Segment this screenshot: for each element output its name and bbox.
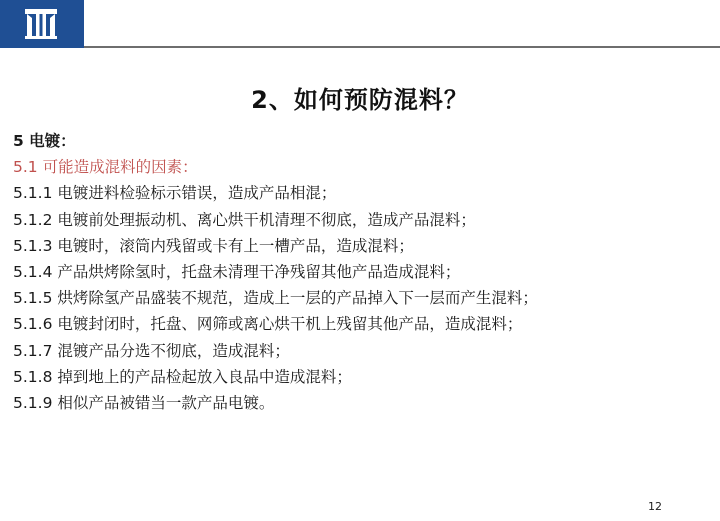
list-item: 5.1.1 电镀进料检验标示错误，造成产品相混； [13,184,337,203]
list-item: 5.1.6 电镀封闭时，托盘、网筛或离心烘干机上残留其他产品，造成混料； [13,315,523,334]
list-item: 5.1.3 电镀时，滚筒内残留或卡有上一槽产品，造成混料； [13,236,414,255]
header-divider [84,46,720,48]
logo-box [0,0,84,48]
building-columns-logo-icon [24,8,58,40]
section-heading: 5 电镀： [13,132,76,150]
page-number: 12 [648,500,662,513]
subsection-heading: 5.1 可能造成混料的因素： [13,158,198,177]
list-item: 5.1.8 掉到地上的产品检起放入良品中造成混料； [13,367,352,386]
list-item: 5.1.2 电镀前处理振动机、离心烘干机清理不彻底，造成产品混料； [13,210,476,229]
slide-title: 2、如何预防混料？ [251,86,469,114]
list-item: 5.1.7 混镀产品分选不彻底，造成混料； [13,341,290,360]
list-item: 5.1.5 烘烤除氢产品盛装不规范，造成上一层的产品掉入下一层而产生混料； [13,289,538,308]
list-item: 5.1.9 相似产品被错当一款产品电镀。 [13,393,275,412]
content-body [13,128,713,416]
list-item: 5.1.4 产品烘烤除氢时，托盘未清理干净残留其他产品造成混料； [13,262,461,281]
